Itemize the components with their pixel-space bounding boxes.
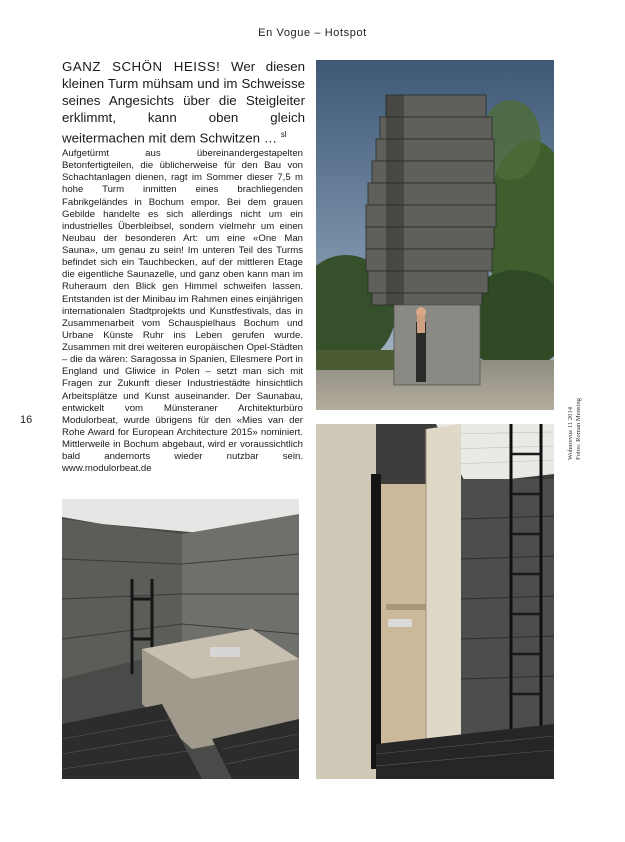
lead-text: Wer diesen kleinen Turm mühsam und im Schweisse seines Angesichts über die Steigleiter erklimmt, kann oben gleich weitermachen mit dem Schwitzen … <box>62 59 305 146</box>
photo-sauna-interior-bench <box>62 499 299 779</box>
photo-sauna-tower <box>316 60 554 410</box>
photo-sauna-door-ladder <box>316 424 554 779</box>
page-number: 16 <box>20 414 33 426</box>
credit-photographer: Fotos: Roman Mensing <box>575 398 582 460</box>
lead-caps: GANZ SCHÖN HEISS! <box>62 59 221 74</box>
credit-publication: Wohnrevue 11 2014 <box>567 406 574 460</box>
lead-paragraph <box>62 58 305 146</box>
article-body: Aufgetürmt aus übereinandergestapelten Betonfertigteilen, die üblicherweise für den Bau von Schachtanlagen dienen, ragt im Sommer dieser 7,5 m hohe Turm inmitten eines brachliegenden Fabrikgeländes in Bochum empor. Bei dem grauen Gebilde handelte es sich allerdings nicht um ein industrielles Überbleibsel, sondern vielmehr um einen Neubau der besonderen Art: um eine «One Man Sauna», um genau zu sein! Im unteren Teil des Turms befindet sich ein Tauchbecken, auf der mittleren Etage die eigentliche Saunazelle, und ganz oben kann man im Ruheraum den Blick gen Himmel schweifen lassen. Entstanden ist der Minibau im Rahmen eines einjährigen internationalen Stadtprojekts und Kunstfestivals, das in Zusammenarbeit vom Schauspielhaus Bochum und Urbane Künste Ruhr ins Leben gerufen wurde. Zusammen mit drei weiteren europäischen Opel-Städten – die da wären: Saragossa in Spanien, Ellesmere Port in England und Gliwice in Polen – setzt man sich mit Fragen zur Zukunft dieser Industriestädte hinsichtlich Arbeitsplätze und Kunst auseinander. Der Saunabau, entwickelt vom Münsteraner Architekturbüro Modulorbeat, wurde übrigens für den «Mies van der Rohe Award for European Architecture 2015» nominiert. Mittlerweile in Bochum abgebaut, wird er voraussichtlich bald andernorts wieder nutzbar sein. www.modulorbeat.de <box>62 148 303 475</box>
photo-credit <box>567 388 583 460</box>
section-header: En Vogue – Hotspot <box>258 27 367 39</box>
author-signature: sl <box>280 130 287 139</box>
